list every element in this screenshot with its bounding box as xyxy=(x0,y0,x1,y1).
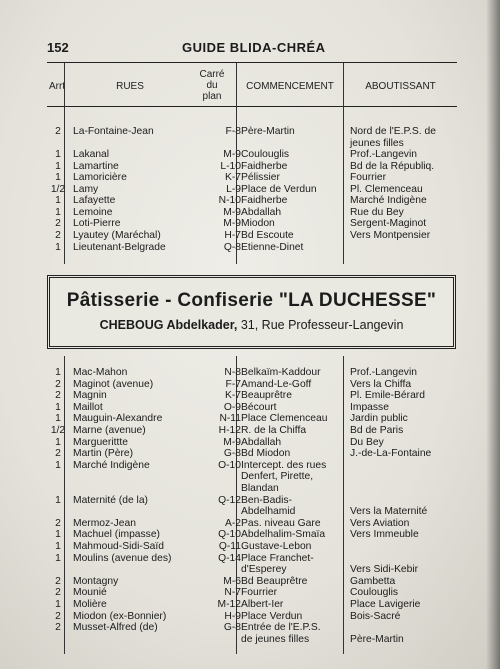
arrondissement-cell: 1 xyxy=(55,206,61,218)
map-square-cell: F-7 xyxy=(225,378,241,390)
ad-subtitle xyxy=(50,318,453,332)
end-cell: Bois-Sacré xyxy=(350,610,401,622)
start-cell: Gustave-Lebon xyxy=(241,541,312,552)
end-cell: Prof.-Langevin xyxy=(350,149,417,161)
arrondissement-cell: 1 xyxy=(55,436,61,448)
street-name-cell: Maillot xyxy=(73,401,103,413)
arrondissement-cell: 1/2 xyxy=(50,425,66,436)
start-cell: Blandan xyxy=(241,483,279,494)
end-cell: Rue du Bey xyxy=(350,206,404,218)
arrondissement-cell: 2 xyxy=(55,218,61,230)
arrondissement-cell: 1 xyxy=(55,459,61,471)
map-square-cell: F-8 xyxy=(225,126,241,137)
street-name-cell: Maginot (avenue) xyxy=(73,378,154,390)
street-name-cell: Marché Indigène xyxy=(73,459,150,471)
start-cell: d'Esperey xyxy=(241,564,287,576)
map-square-cell: N-10 xyxy=(218,195,241,207)
street-name-cell: Molière xyxy=(73,599,107,610)
start-cell: Beauprêtre xyxy=(241,390,292,402)
arrondissement-cell: 1 xyxy=(55,541,61,552)
end-cell: Impasse xyxy=(350,401,389,413)
end-cell: Nord de l'E.P.S. de xyxy=(350,126,436,137)
column-header-carre xyxy=(195,69,229,102)
carre-line-1: Carré xyxy=(199,69,225,80)
start-cell: Entrée de l'E.P.S. xyxy=(241,622,321,634)
end-cell: Vers Montpensier xyxy=(350,229,431,241)
start-cell: Place de Verdun xyxy=(241,183,317,195)
start-cell: Place Franchet- xyxy=(241,552,314,564)
map-square-cell: O-10 xyxy=(218,459,241,471)
street-name-cell: Lamartine xyxy=(73,160,119,172)
arrondissement-cell: 1/2 xyxy=(50,183,66,195)
street-name-cell: Lieutenant-Belgrade xyxy=(73,241,166,253)
map-square-cell: M-9 xyxy=(223,436,241,448)
arrondissement-cell: 2 xyxy=(55,448,61,460)
start-cell: Miodon xyxy=(241,218,275,230)
start-cell: Pélissier xyxy=(241,172,280,184)
end-cell: jeunes filles xyxy=(350,137,404,149)
street-name-cell: Mac-Mahon xyxy=(73,367,128,378)
street-name-cell: Mermoz-Jean xyxy=(73,517,136,529)
map-square-cell: L-10 xyxy=(220,160,241,172)
end-cell: Bd de Paris xyxy=(350,425,404,436)
end-cell: Prof.-Langevin xyxy=(350,367,417,378)
map-square-cell: G-8 xyxy=(223,622,241,634)
page-edge-shadow xyxy=(486,0,500,669)
end-cell: J.-de-La-Fontaine xyxy=(350,448,432,460)
arrondissement-cell: 1 xyxy=(55,241,61,253)
map-square-cell: A-2 xyxy=(224,517,241,529)
street-name-cell: Mounié xyxy=(73,587,107,599)
street-name-cell: Moulins (avenue des) xyxy=(73,552,172,564)
street-name-cell: La-Fontaine-Jean xyxy=(73,126,154,137)
arrondissement-cell: 1 xyxy=(55,367,61,378)
arrondissement-cell: 1 xyxy=(55,494,61,506)
street-name-cell: Machuel (impasse) xyxy=(73,529,160,541)
arrondissement-cell: 2 xyxy=(55,622,61,634)
street-name-cell: Montagny xyxy=(73,575,119,587)
end-cell: Coulouglis xyxy=(350,587,399,599)
start-cell: Etienne-Dinet xyxy=(241,241,304,253)
arrondissement-cell: 2 xyxy=(55,610,61,622)
map-square-cell: H-12 xyxy=(218,425,241,436)
start-cell: Ben-Badis- xyxy=(241,494,292,506)
map-square-cell: M-12 xyxy=(217,599,241,610)
arrondissement-cell: 1 xyxy=(55,552,61,564)
column-divider xyxy=(343,63,344,264)
street-name-cell: Marguerittte xyxy=(73,436,128,448)
end-cell: Pl. Clemenceau xyxy=(350,183,423,195)
street-name-cell: Musset-Alfred (de) xyxy=(73,622,158,634)
map-square-cell: Q-10 xyxy=(218,529,241,541)
advertisement-box xyxy=(47,275,456,349)
end-cell: Fourrier xyxy=(350,172,387,184)
start-cell: Intercept. des rues xyxy=(241,459,327,471)
arrondissement-cell: 1 xyxy=(55,529,61,541)
column-header-commencement: COMMENCEMENT xyxy=(246,81,334,92)
arrondissement-cell: 1 xyxy=(55,172,61,184)
column-header-rues: RUES xyxy=(116,81,144,92)
start-cell: Coulouglis xyxy=(241,149,290,161)
map-square-cell: Q-14 xyxy=(218,552,241,564)
start-cell: Albert-Ier xyxy=(241,599,284,610)
ad-title: Pâtisserie - Confiserie "LA DUCHESSE" xyxy=(66,290,437,311)
map-square-cell: H-7 xyxy=(224,229,241,241)
street-name-cell: Lamoricière xyxy=(73,172,127,184)
start-cell: Faidherbe xyxy=(241,160,288,172)
arrondissement-cell: 1 xyxy=(55,195,61,207)
end-cell: Vers la Chiffa xyxy=(350,378,412,390)
start-cell: Abdelhalim-Smaïa xyxy=(241,529,326,541)
start-cell: Denfert, Pirette, xyxy=(241,471,314,483)
street-name-cell: Loti-Pierre xyxy=(73,218,121,230)
end-cell: Vers Immeuble xyxy=(350,529,419,541)
street-name-cell: Marne (avenue) xyxy=(73,425,146,436)
column-header-arrt: Arrt xyxy=(48,81,66,92)
arrondissement-cell: 1 xyxy=(55,401,61,413)
arrondissement-cell: 2 xyxy=(55,126,61,137)
start-cell: Place Verdun xyxy=(241,610,303,622)
street-name-cell: Maternité (de la) xyxy=(73,494,148,506)
start-cell: Abdelhamid xyxy=(241,506,296,518)
start-cell: Bd Escoute xyxy=(241,229,294,241)
street-name-cell: Mahmoud-Sidi-Saïd xyxy=(73,541,164,552)
street-name-cell: Martin (Père) xyxy=(73,448,134,460)
map-square-cell: O-9 xyxy=(223,401,241,413)
arrondissement-cell: 1 xyxy=(55,413,61,425)
map-square-cell: M-6 xyxy=(223,575,241,587)
street-name-cell: Lamy xyxy=(73,183,99,195)
map-square-cell: Q-11 xyxy=(218,541,241,552)
end-cell: Père-Martin xyxy=(350,633,404,645)
start-cell: Fourrier xyxy=(241,587,278,599)
arrondissement-cell: 1 xyxy=(55,160,61,172)
map-square-cell: L-9 xyxy=(226,183,241,195)
end-cell: Place Lavigerie xyxy=(350,599,421,610)
start-cell: R. de la Chiffa xyxy=(241,425,307,436)
map-square-cell: H-9 xyxy=(224,610,241,622)
street-name-cell: Mauguin-Alexandre xyxy=(73,413,163,425)
end-cell: Pl. Emile-Bérard xyxy=(350,390,425,402)
street-name-cell: Miodon (ex-Bonnier) xyxy=(73,610,167,622)
street-name-cell: Magnin xyxy=(73,390,107,402)
map-square-cell: N-7 xyxy=(224,587,241,599)
start-cell: Père-Martin xyxy=(241,126,295,137)
start-cell: Abdallah xyxy=(241,206,282,218)
map-square-cell: Q-12 xyxy=(218,494,241,506)
map-square-cell: N-8 xyxy=(224,367,241,378)
column-divider xyxy=(343,356,344,654)
column-header-aboutissant: ABOUTISSANT xyxy=(365,81,436,92)
carre-line-3: plan xyxy=(202,91,222,102)
arrondissement-cell: 2 xyxy=(55,517,61,529)
start-cell: de jeunes filles xyxy=(241,633,310,645)
arrondissement-cell: 1 xyxy=(55,149,61,161)
end-cell: Vers Aviation xyxy=(350,517,410,529)
map-square-cell: N-11 xyxy=(219,413,241,425)
end-cell: Jardin public xyxy=(350,413,408,425)
start-cell: Faidherbe xyxy=(241,195,288,207)
end-cell: Du Bey xyxy=(350,436,384,448)
page-number: 152 xyxy=(47,40,69,55)
start-cell: Belkaïm-Kaddour xyxy=(241,367,321,378)
arrondissement-cell: 1 xyxy=(55,599,61,610)
start-cell: Bécourt xyxy=(241,401,277,413)
map-square-cell: M-9 xyxy=(223,218,241,230)
ad-owner: CHEBOUG Abdelkader, xyxy=(99,318,238,332)
page-header xyxy=(47,40,457,58)
map-square-cell: Q-8 xyxy=(223,241,241,253)
arrondissement-cell: 2 xyxy=(55,575,61,587)
header-rule xyxy=(47,106,457,107)
running-title: GUIDE BLIDA-CHRÉA xyxy=(182,40,326,55)
map-square-cell: M-9 xyxy=(223,149,241,161)
map-square-cell: K-7 xyxy=(224,172,241,184)
start-cell: Bd Beauprêtre xyxy=(241,575,308,587)
start-cell: Abdallah xyxy=(241,436,282,448)
arrondissement-cell: 2 xyxy=(55,378,61,390)
end-cell: Vers la Maternité xyxy=(350,506,428,518)
end-cell: Gambetta xyxy=(350,575,396,587)
start-cell: Amand-Le-Goff xyxy=(241,378,312,390)
arrondissement-cell: 2 xyxy=(55,587,61,599)
map-square-cell: K-7 xyxy=(224,390,241,402)
end-cell: Sergent-Maginot xyxy=(350,218,427,230)
end-cell: Vers Sidi-Kebir xyxy=(350,564,419,576)
map-square-cell: G-8 xyxy=(223,448,241,460)
street-name-cell: Lyautey (Maréchal) xyxy=(73,229,161,241)
end-cell: Marché Indigène xyxy=(350,195,427,207)
ad-address: 31, Rue Professeur-Langevin xyxy=(237,318,404,332)
start-cell: Place Clemenceau xyxy=(241,413,328,425)
top-rule xyxy=(47,62,457,63)
arrondissement-cell: 2 xyxy=(55,390,61,402)
carre-line-2: du xyxy=(206,80,218,91)
start-cell: Pas. niveau Gare xyxy=(241,517,321,529)
start-cell: Bd Miodon xyxy=(241,448,291,460)
map-square-cell: M-9 xyxy=(223,206,241,218)
arrondissement-cell: 2 xyxy=(55,229,61,241)
street-name-cell: Lafayette xyxy=(73,195,116,207)
street-name-cell: Lakanal xyxy=(73,149,110,161)
end-cell: Bd de la Républiq. xyxy=(350,160,435,172)
street-name-cell: Lemoine xyxy=(73,206,113,218)
